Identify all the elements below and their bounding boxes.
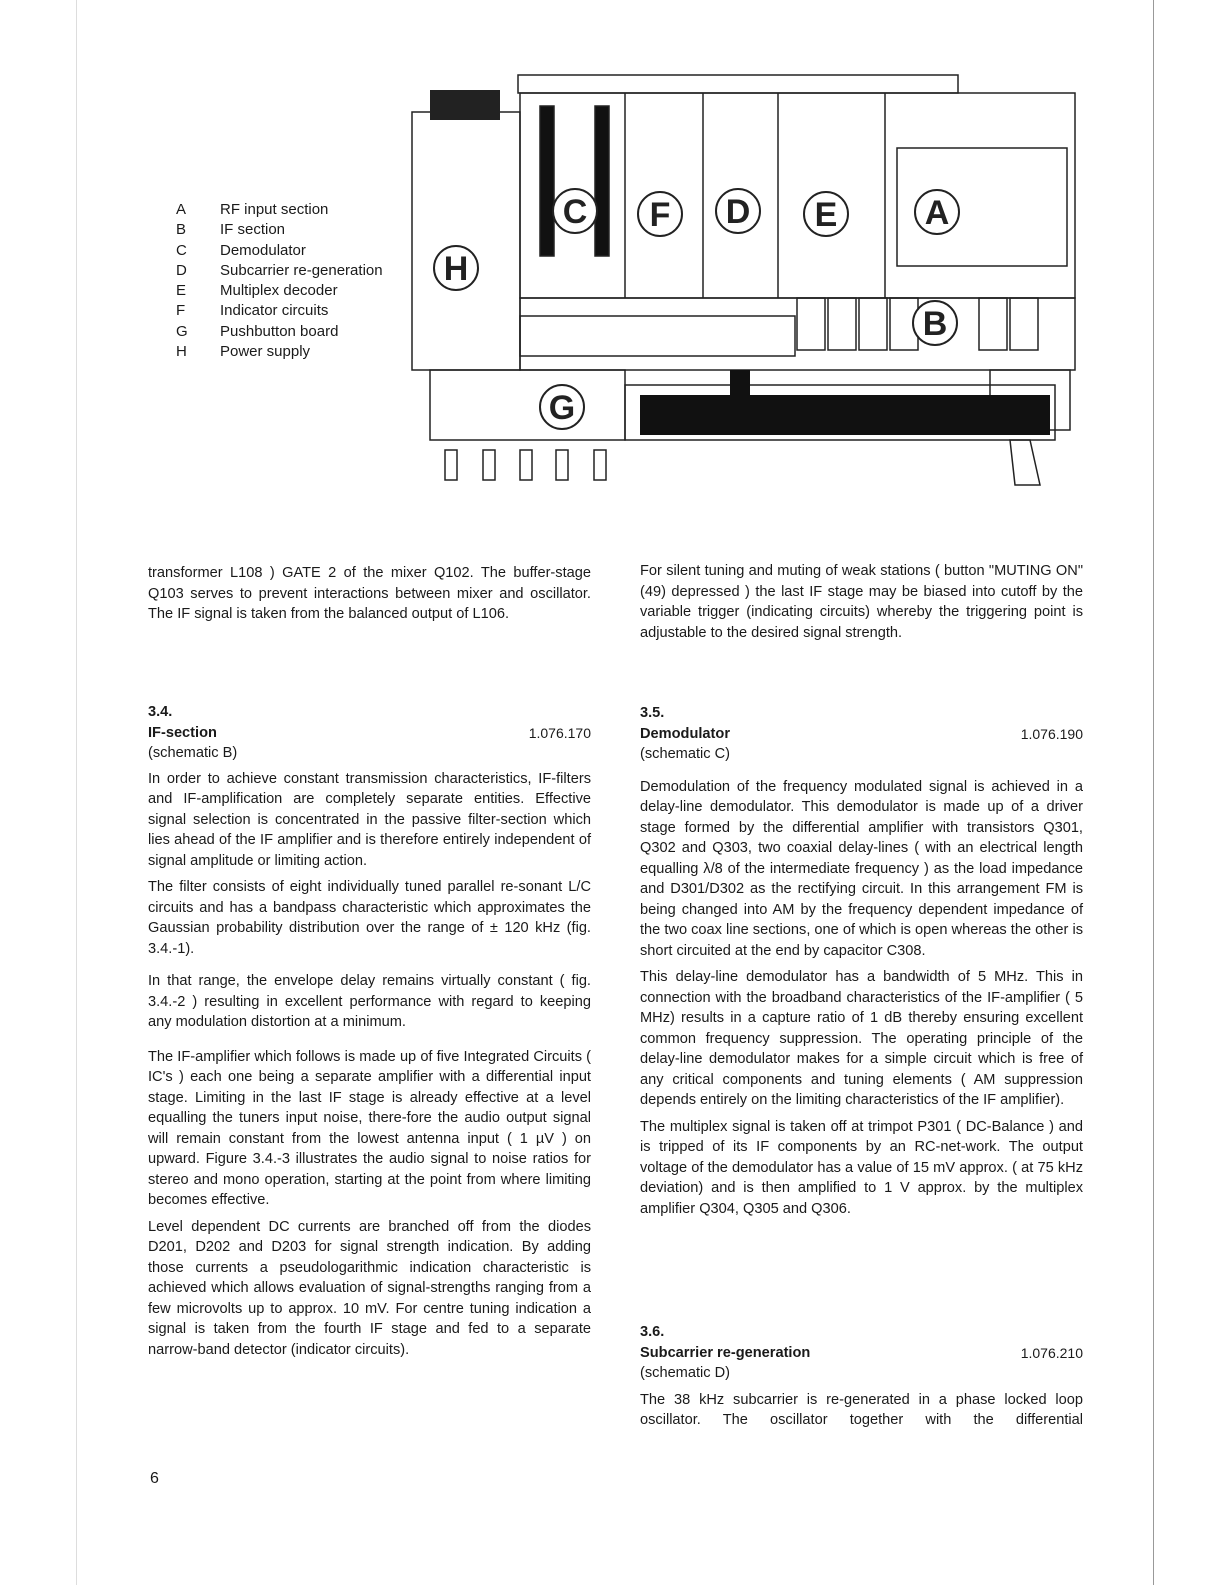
section-number: 3.4. [148,704,173,720]
svg-text:E: E [814,196,838,234]
callout-H [434,246,478,290]
section-number: 3.5. [640,705,665,721]
svg-text:A: A [924,194,950,232]
paragraph: The filter consists of eight individually tuned parallel re-sonant L/C circuits and has a bandpass characteristic which approximates the Gaussian probability distribution over the range of ± 120 kHz (fig. 3.4.-1). [148,879,591,957]
paragraph: This delay-line demodulator has a bandwidth of 5 MHz. This in connection with the broadband characteristics of the IF-amplifier ( 5 MHz) results in a capture ratio of 1 dB thereby ensuring excellent common frequency suppression. The operating principle of the delay-line demodulator makes for a simple circuit which is free of any critical components and tuning elements ( AM suppression depends entirely on the limiting characteristics of the IF amplifier). [640,969,1083,1108]
callout-C [553,189,597,233]
legend-key: A [176,201,187,218]
section-title: IF-section [148,724,217,741]
schematic-ref: (schematic C) [640,746,731,762]
document-code: 1.076.190 [1020,725,1083,742]
section-3-5 [640,703,1083,1219]
callout-B [913,301,957,345]
right-intro [640,561,1083,643]
section-3-6 [640,1322,1083,1431]
paragraph: Level dependent DC currents are branched off from the diodes D201, D202 and D203 for signal strength indication. By adding those currents a pseudologarithmic indication characteristic is achieved which allows evaluation of signal-strengths ranging from a few microvolts up to approx. 10 mV. For centre tuning indication a signal is taken from the fourth IF stage and fed to a separate narrow-band detector (indicator circuits). [148,1218,591,1358]
svg-text:F: F [649,196,671,234]
legend-label: Indicator circuits [220,302,329,320]
paragraph: In that range, the envelope delay remains virtually constant ( fig. 3.4.-2 ) resulting in excellent performance with regard to keeping any modulation distortion at a minimum. [148,973,591,1030]
section-number: 3.6. [640,1324,665,1340]
paragraph: transformer L108 ) GATE 2 of the mixer Q102. The buffer-stage Q103 serves to prevent interactions between mixer and oscillator. The IF signal is taken from the balanced output of L106. [148,565,591,622]
legend-key: D [176,261,187,279]
paragraph: Demodulation of the frequency modulated signal is achieved in a delay-line demodulator. This demodulator is made up of a driver stage formed by the differential amplifier with transistors Q301, Q302 and Q303, two coaxial delay-lines ( with an electrical length equalling λ/8 of the intermediate frequency ) as the load impedance and D301/D302 as the rectifying circuit. In this arrangement FM is being changed into AM by the frequency dependent impedance of the two coax line sections, one of which is open whereas the other is short circuited at the end by capacitor C308. [640,778,1083,959]
section-title: Subcarrier re-generation [640,1344,811,1361]
section-title: Demodulator [640,725,730,742]
callout-D [716,189,760,233]
legend-label: RF input section [220,201,329,218]
legend-key: F [176,302,186,320]
legend-key: H [176,343,187,361]
legend-key: G [176,322,188,340]
left-intro [148,563,591,625]
page-number: 6 [150,1470,159,1487]
callout-A [915,190,959,234]
document-code: 1.076.170 [528,724,591,741]
paragraph: For silent tuning and muting of weak stations ( button "MUTING ON" (49) depressed ) the last IF stage may be biased into cutoff by the variable trigger (indicating circuits) whereby the triggering point is adjustable to the desired signal strength. [640,563,1083,641]
schematic-ref: (schematic D) [640,1365,731,1381]
document-code: 1.076.210 [1020,1344,1083,1361]
svg-text:H: H [443,250,469,288]
schematic-ref: (schematic B) [148,745,238,761]
paragraph: The 38 kHz subcarrier is re-generated in a phase locked loop oscillator. The oscillator together with the differential [640,1391,1083,1428]
section-3-4 [148,702,591,1360]
svg-text:G: G [548,389,576,427]
tuner-layout-drawing [0,0,1225,520]
svg-text:B: B [922,305,948,343]
legend-key: B [176,221,187,239]
paragraph: In order to achieve constant transmission characteristics, IF-filters and IF-amplification are completely separate entities. Effective signal selection is concentrated in the passive filter-section which lies ahead of the IF amplifier and is therefore entirely independent of signal amplitude or limiting action. [148,770,591,869]
paragraph: The multiplex signal is taken off at trimpot P301 ( DC-Balance ) and is tripped of its IF components by an RC-net-work. The output voltage of the demodulator has a value of 15 mV approx. ( at 75 kHz deviation) and is then amplified to 1 V approx. by the multiplex amplifier Q304, Q305 and Q306. [640,1118,1083,1217]
paragraph: The IF-amplifier which follows is made up of five Integrated Circuits ( IC's ) each one being a separate amplifier with a differential input stage. Limiting in the last IF stage is already effective at a level equalling the tuners input noise, there-fore the audio output signal will remain constant from the lowest antenna input ( 1 µV ) on upward. Figure 3.4.-3 illustrates the audio signal to noise ratios for stereo and mono operation, starting at the point from where limiting becomes effective. [148,1048,591,1208]
legend-label: Subcarrier re-generation [220,261,383,279]
callout-F [638,192,682,236]
callout-E [804,192,848,236]
legend-label: Multiplex decoder [220,282,338,300]
legend-label: Pushbutton board [220,322,339,340]
legend-key: E [176,282,187,300]
legend-label: Power supply [220,343,311,361]
legend-key: C [176,241,187,259]
svg-text:D: D [725,193,751,231]
legend-label: IF section [220,221,286,239]
callout-G [540,385,584,429]
svg-text:C: C [562,193,588,231]
legend-label: Demodulator [220,241,306,259]
